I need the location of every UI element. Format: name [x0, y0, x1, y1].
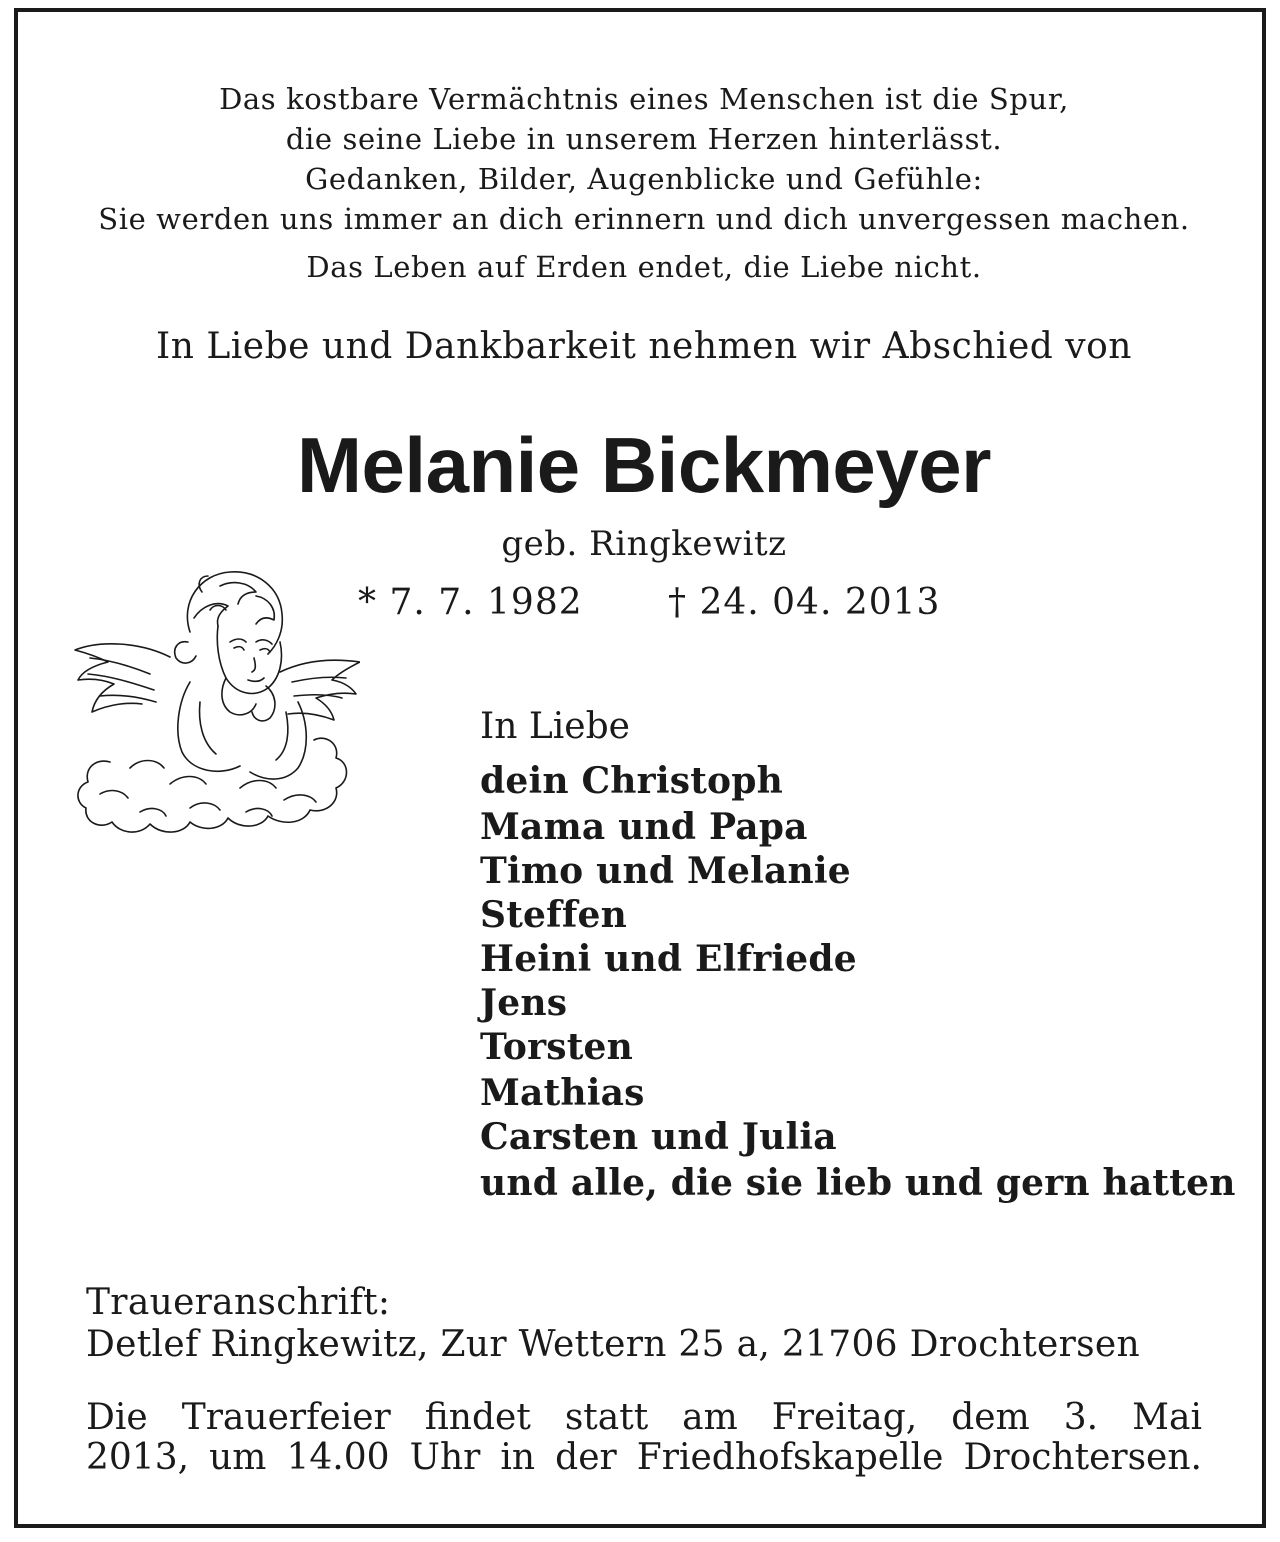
death-date: † 24. 04. 2013: [668, 582, 941, 623]
birth-date: * 7. 7. 1982: [358, 582, 583, 623]
mourner-name: Jens: [480, 982, 568, 1024]
quote-line: Das Leben auf Erden endet, die Liebe nicht.: [306, 250, 982, 284]
quote-line: Gedanken, Bilder, Augenblicke und Gefühle:: [305, 162, 983, 196]
mourner-name: Heini und Elfriede: [480, 938, 857, 980]
maiden-name: geb. Ringkewitz: [501, 524, 787, 564]
mourner-name: Torsten: [480, 1026, 634, 1068]
mourner-name: Timo und Melanie: [480, 850, 851, 892]
deceased-name: Melanie Bickmeyer: [297, 421, 991, 509]
mourner-name: Mama und Papa: [480, 806, 808, 848]
mourner-name: dein Christoph: [480, 760, 783, 802]
quote-line: die seine Liebe in unserem Herzen hinterlässt.: [285, 122, 1003, 156]
mourner-name: und alle, die sie lieb und gern hatten: [480, 1162, 1236, 1204]
service-line: 2013, um 14.00 Uhr in der Friedhofskapelle Drochtersen.: [86, 1437, 1202, 1478]
service-info: [86, 1398, 1202, 1478]
cherub-angel-icon: [70, 562, 360, 847]
mourners-label: In Liebe: [480, 706, 630, 747]
mourner-name: Steffen: [480, 894, 627, 936]
service-line: Die Trauerfeier findet statt am Freitag, dem 3. Mai: [86, 1397, 1202, 1438]
mourner-name: Carsten und Julia: [480, 1116, 837, 1158]
quote-line: Sie werden uns immer an dich erinnern und dich unvergessen machen.: [98, 202, 1190, 236]
address-label: Traueranschrift:: [86, 1282, 391, 1323]
quote-line: Das kostbare Vermächtnis eines Menschen ist die Spur,: [219, 82, 1069, 116]
obituary-frame: [14, 8, 1266, 1528]
address-line: Detlef Ringkewitz, Zur Wettern 25 a, 21706 Drochtersen: [86, 1324, 1140, 1365]
farewell-intro: In Liebe und Dankbarkeit nehmen wir Abschied von: [156, 326, 1132, 367]
mourner-name: Mathias: [480, 1072, 645, 1114]
